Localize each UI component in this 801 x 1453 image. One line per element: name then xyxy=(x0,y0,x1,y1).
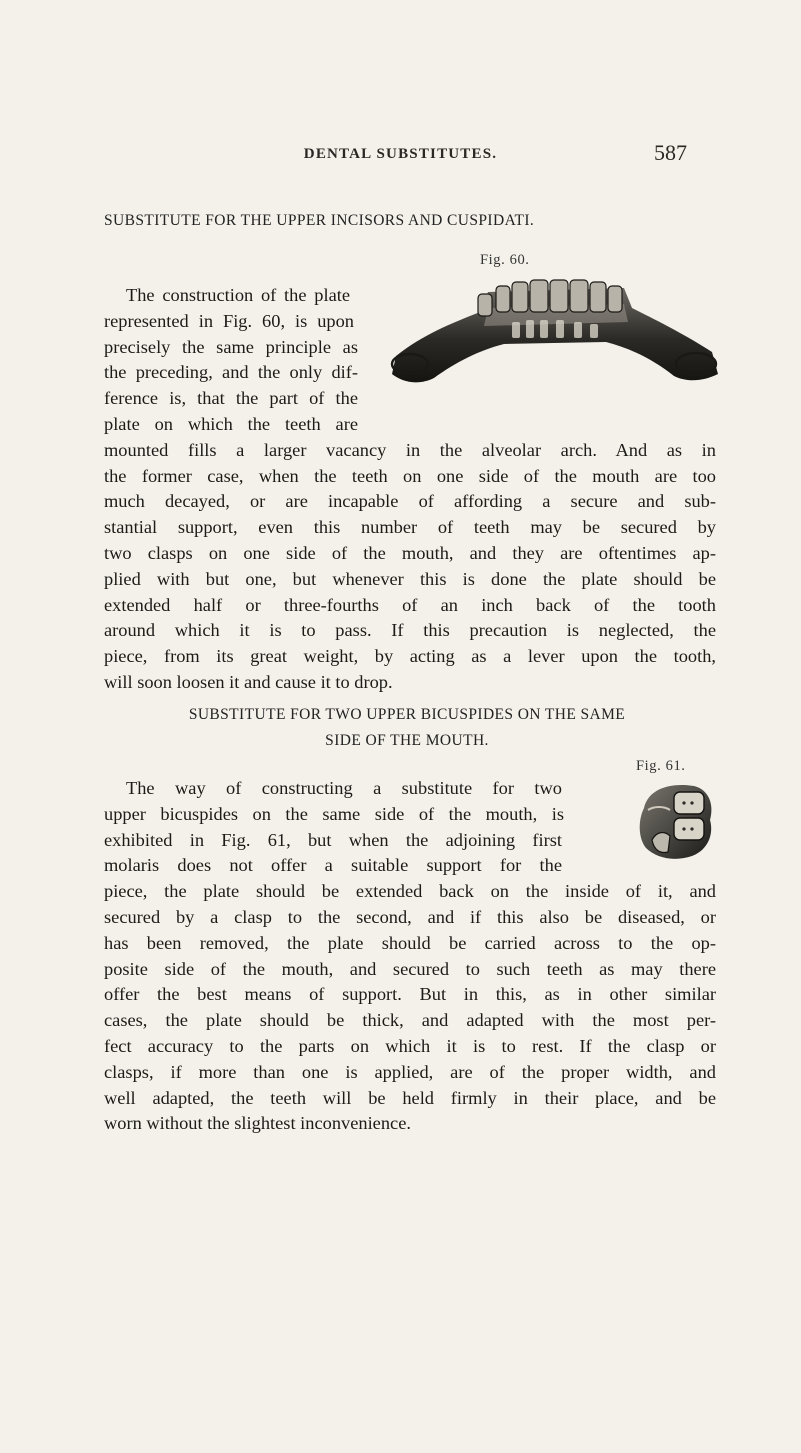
paragraph-line: the former case, when the teeth on one side of the mouth are too xyxy=(104,465,716,486)
paragraph-line: extended half or three-fourths of an inch back of the tooth xyxy=(104,594,716,615)
paragraph-line: fect accuracy to the parts on which it is to rest. If the clasp or xyxy=(104,1035,716,1056)
section-heading-bicuspides xyxy=(96,702,718,754)
paragraph-line: the preceding, and the only dif- xyxy=(104,362,358,383)
figure-caption-60: Fig. 60. xyxy=(480,252,530,268)
running-title: DENTAL SUBSTITUTES. xyxy=(303,146,498,162)
paragraph-line: offer the best means of support. But in this, as in other similar xyxy=(104,984,716,1005)
paragraph-line: clasps, if more than one is applied, are of the proper width, and xyxy=(104,1061,716,1082)
paragraph-line: mounted fills a larger vacancy in the alveolar arch. And as in xyxy=(104,439,716,460)
paragraph-line: plate on which the teeth are xyxy=(104,413,358,434)
paragraph-line: piece, from its great weight, by acting as a lever upon the tooth, xyxy=(104,646,716,667)
paragraph-line: The way of constructing a substitute for two xyxy=(126,778,562,798)
paragraph-line: much decayed, or are incapable of affording a secure and sub- xyxy=(104,491,716,512)
paragraph-line: worn without the slightest inconvenience. xyxy=(104,1113,411,1134)
paragraph-line: ference is, that the part of the xyxy=(104,388,358,409)
paragraph-line: two clasps on one side of the mouth, and they are oftentimes ap- xyxy=(104,542,716,563)
section-heading-line: SUBSTITUTE FOR TWO UPPER BICUSPIDES ON THE SAME xyxy=(188,706,626,723)
page-number: 587 xyxy=(654,140,687,165)
paragraph-line: around which it is to pass. If this precaution is neglected, the xyxy=(104,620,716,641)
running-head xyxy=(0,142,801,172)
paragraph-line: The construction of the plate xyxy=(126,285,350,305)
paragraph-line: posite side of the mouth, and secured to such teeth as may there xyxy=(104,958,716,979)
paragraph-line: represented in Fig. 60, is upon xyxy=(104,310,354,331)
paragraph-line: well adapted, the teeth will be held firmly in their place, and be xyxy=(104,1087,716,1108)
paragraph-line: stantial support, even this number of teeth may be secured by xyxy=(104,517,716,538)
paragraph-line: upper bicuspides on the same side of the mouth, is xyxy=(104,803,564,824)
paragraph-line: cases, the plate should be thick, and adapted with the most per- xyxy=(104,1010,716,1031)
section-heading-incisors: SUBSTITUTE FOR THE UPPER INCISORS AND CUSPIDATI. xyxy=(104,212,535,229)
paragraph-line: exhibited in Fig. 61, but when the adjoining first xyxy=(104,829,562,850)
section2-body xyxy=(104,776,716,1137)
section1-body xyxy=(104,283,716,696)
paragraph-line: molaris does not offer a suitable support for the xyxy=(104,855,562,876)
figure-caption-61: Fig. 61. xyxy=(636,758,686,774)
section-heading-line: SIDE OF THE MOUTH. xyxy=(325,732,489,749)
paragraph-line: piece, the plate should be extended back on the inside of it, and xyxy=(104,881,716,902)
paragraph-line: precisely the same principle as xyxy=(104,336,358,357)
paragraph-line: will soon loosen it and cause it to drop. xyxy=(104,671,393,692)
paragraph-line: secured by a clasp to the second, and if this also be diseased, or xyxy=(104,906,716,927)
paragraph-line: has been removed, the plate should be carried across to the op- xyxy=(104,932,716,953)
paragraph-line: plied with but one, but whenever this is done the plate should be xyxy=(104,568,716,589)
